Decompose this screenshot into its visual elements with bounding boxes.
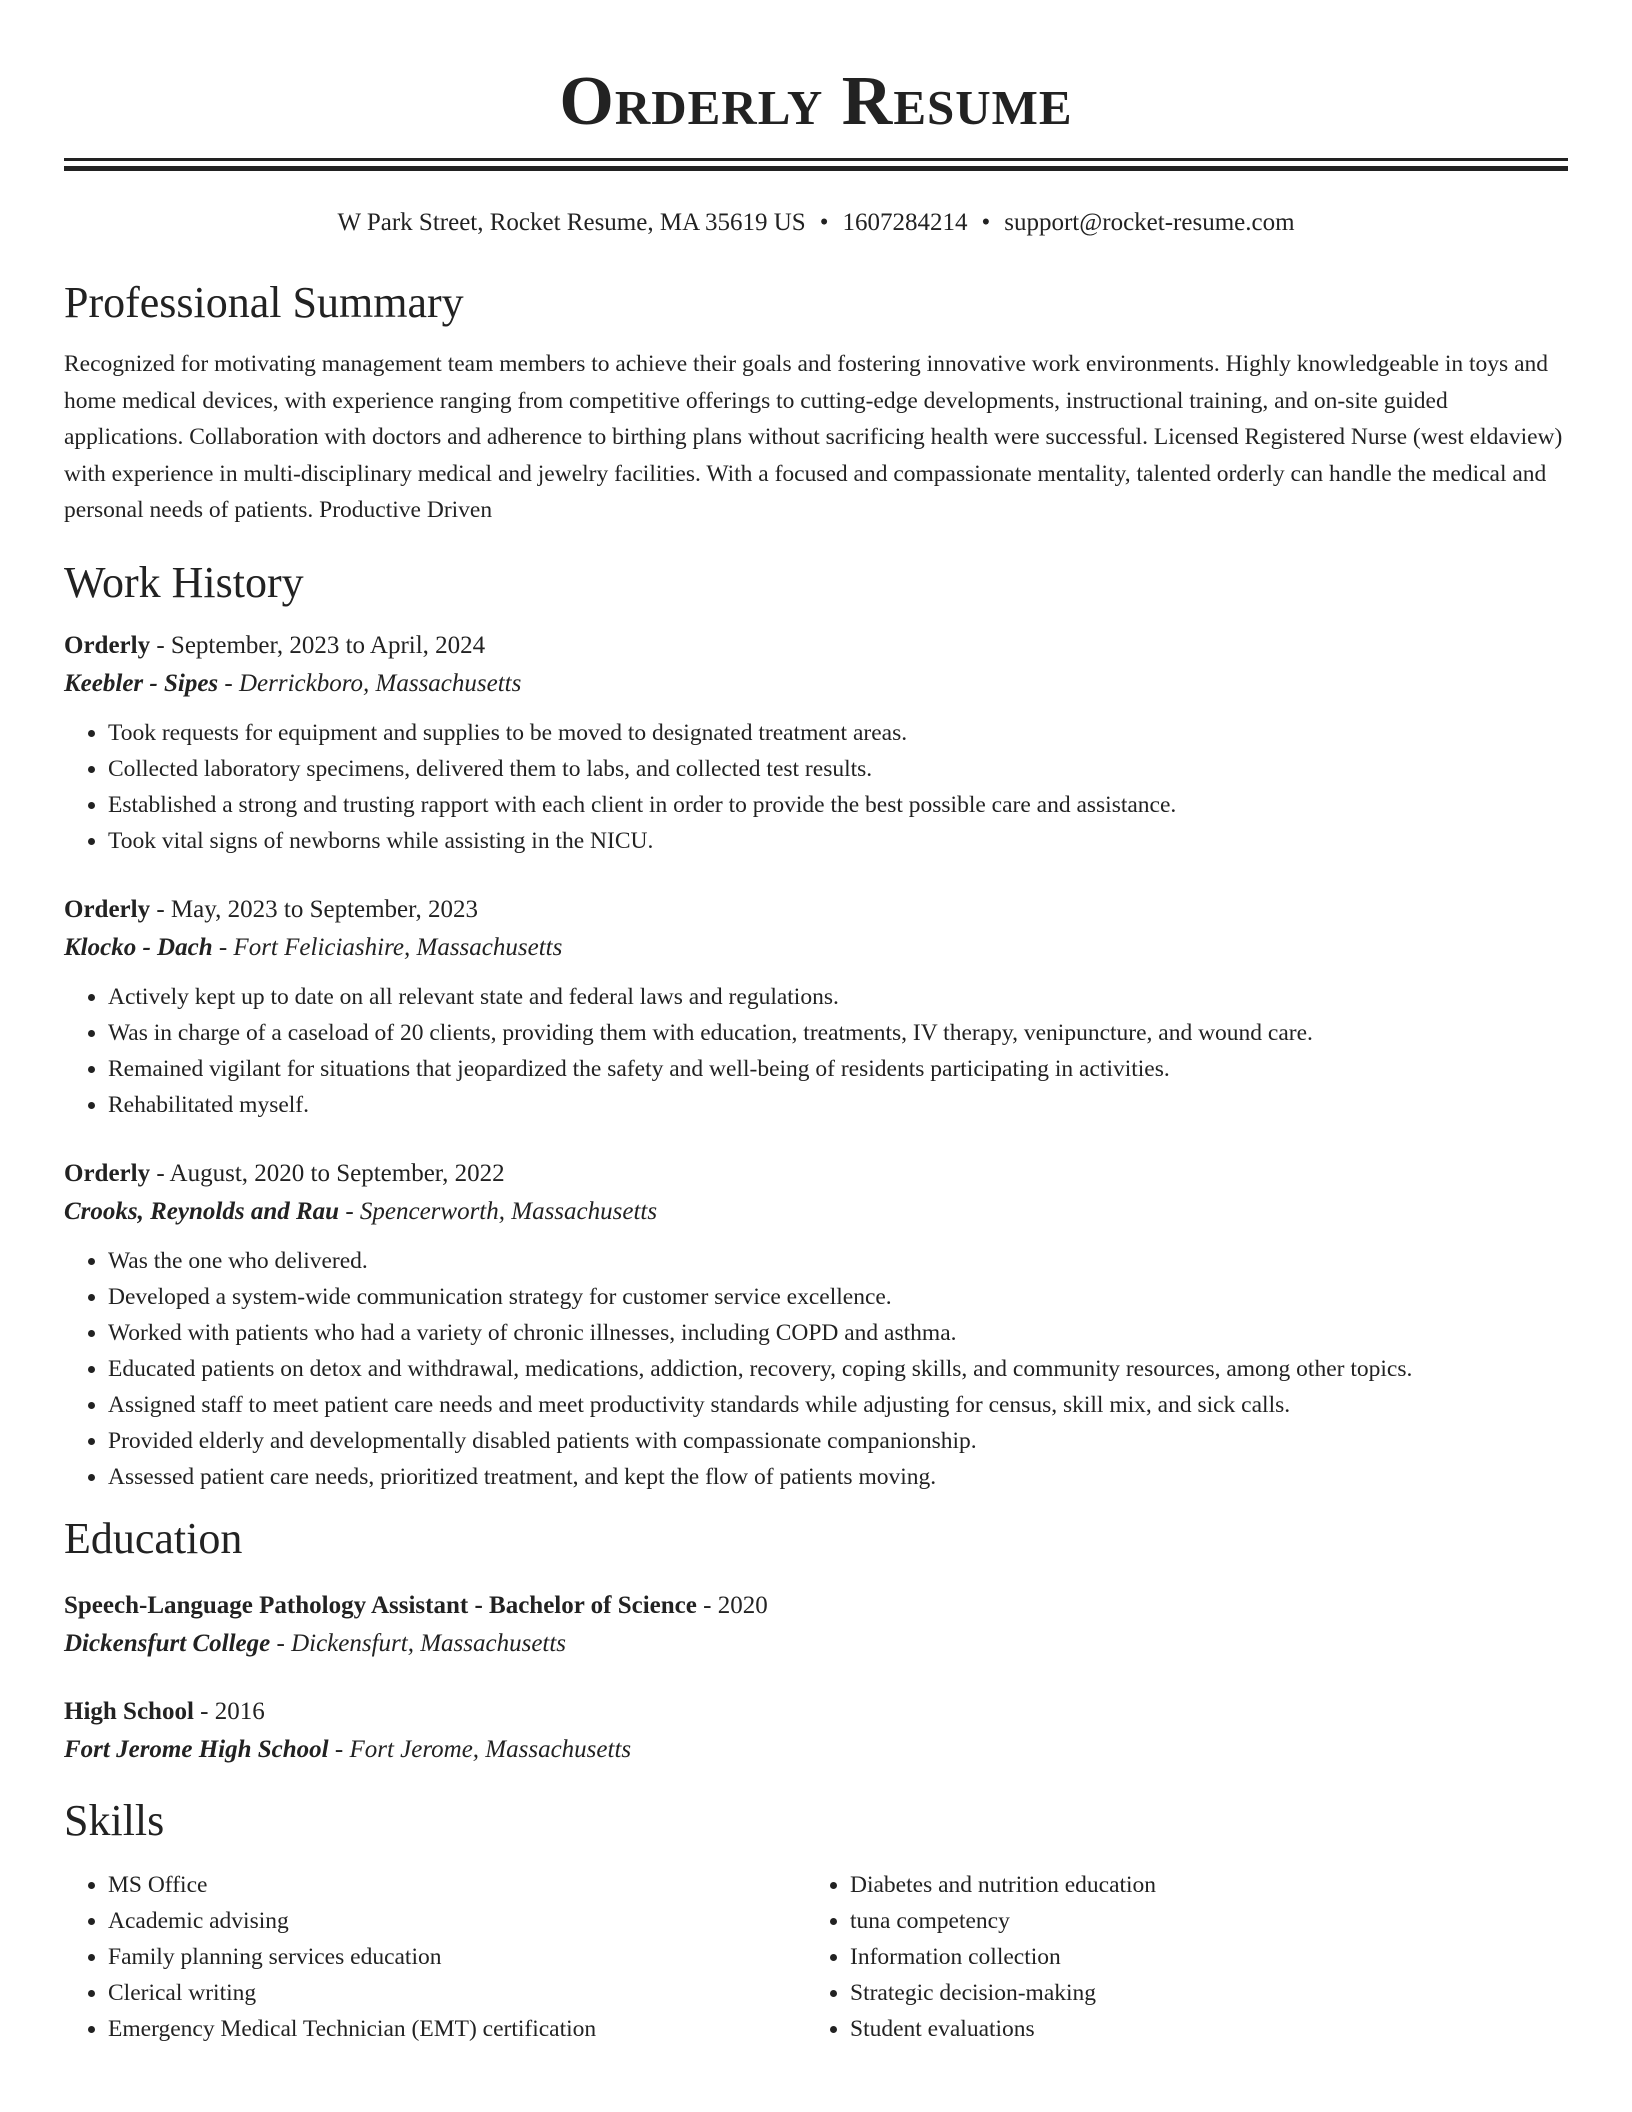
education-location: - Dickensfurt, Massachusetts [270, 1629, 567, 1657]
list-item: • Was the one who delivered. [108, 1243, 1568, 1279]
job-heading [64, 627, 1568, 665]
job-dates: - August, 2020 to September, 2022 [150, 1159, 505, 1187]
contact-line [64, 207, 1568, 239]
job-dates: - September, 2023 to April, 2024 [150, 631, 486, 659]
section-heading-skills: Skills [64, 1795, 165, 1845]
job-company: Klocko - Dach [64, 933, 213, 961]
job-entry [64, 891, 1568, 1123]
education-school: Dickensfurt College [64, 1629, 271, 1657]
education-school-line [64, 1731, 1568, 1769]
education-year: - 2020 [696, 1591, 768, 1619]
list-item: • Remained vigilant for situations that jeopardized the safety and well-being of residents participating in activities. [108, 1051, 1568, 1087]
job-location: - Spencerworth, Massachusetts [339, 1197, 658, 1225]
list-item: • Took vital signs of newborns while assisting in the NICU. [108, 823, 1568, 859]
summary-text: Recognized for motivating management team members to achieve their goals and fostering innovative work environments. Highly knowledgeable in toys and home medical devices, with experience ranging from competitive offerings to cutting-edge developments, instructional training, and on-site guided applications. Collaboration with doctors and adherence to birthing plans without sacrificing health were successful. Licensed Registered Nurse (west eldaview) with experience in multi-disciplinary medical and jewelry facilities. With a focused and compassionate mentality, talented orderly can handle the medical and personal needs of patients. Productive Driven [64, 351, 1563, 523]
list-item: • Was in charge of a caseload of 20 clients, providing them with education, treatments, IV therapy, venipuncture, and wound care. [108, 1015, 1568, 1051]
job-heading [64, 1155, 1568, 1193]
section-heading-work-history: Work History [64, 557, 304, 607]
job-title: Orderly [64, 1159, 151, 1187]
job-bullets [64, 979, 1568, 1123]
job-location: - Derrickboro, Massachusetts [218, 669, 522, 697]
job-entry [64, 1155, 1568, 1495]
contact-address: W Park Street, Rocket Resume, MA 35619 US [337, 209, 806, 236]
education-year: - 2016 [193, 1697, 265, 1725]
education-heading [64, 1587, 1568, 1625]
skills-column-right [806, 1867, 1566, 2047]
job-entry [64, 627, 1568, 859]
list-item: • Rehabilitated myself. [108, 1087, 1568, 1123]
skill-item: • Emergency Medical Technician (EMT) certification [108, 2011, 806, 2047]
list-item: • Established a strong and trusting rapport with each client in order to provide the best possible care and assistance. [108, 787, 1568, 823]
job-dates: - May, 2023 to September, 2023 [150, 895, 478, 923]
list-item: • Educated patients on detox and withdrawal, medications, addiction, recovery, coping skills, and community resources, among other topics. [108, 1351, 1568, 1387]
skill-item: • Information collection [850, 1939, 1566, 1975]
job-employer-line [64, 665, 1568, 703]
skill-item: • Clerical writing [108, 1975, 806, 2011]
skill-item: • Family planning services education [108, 1939, 806, 1975]
contact-email: support@rocket-resume.com [1004, 209, 1295, 236]
list-item: • Actively kept up to date on all relevant state and federal laws and regulations. [108, 979, 1568, 1015]
contact-separator: • [819, 209, 829, 236]
skills-column-left [64, 1867, 806, 2047]
education-location: - Fort Jerome, Massachusetts [328, 1735, 632, 1763]
skill-item: • Academic advising [108, 1903, 806, 1939]
education-degree: Speech-Language Pathology Assistant - Bachelor of Science [64, 1591, 697, 1619]
resume-title: Orderly Resume [559, 63, 1073, 140]
education-school-line [64, 1625, 1568, 1663]
job-bullets [64, 715, 1568, 859]
skill-item: • Strategic decision-making [850, 1975, 1566, 2011]
title-divider-thin [64, 158, 1568, 161]
job-employer-line [64, 1193, 1568, 1231]
section-heading-education: Education [64, 1513, 243, 1563]
job-company: Crooks, Reynolds and Rau [64, 1197, 340, 1225]
skill-item: • MS Office [108, 1867, 806, 1903]
list-item: • Assessed patient care needs, prioritized treatment, and kept the flow of patients moving. [108, 1459, 1568, 1495]
skill-item: • tuna competency [850, 1903, 1566, 1939]
job-location: - Fort Feliciashire, Massachusetts [212, 933, 563, 961]
education-degree: High School [64, 1697, 194, 1725]
section-heading-summary: Professional Summary [64, 278, 464, 327]
title-divider-thick [64, 166, 1568, 171]
education-heading [64, 1693, 1568, 1731]
job-title: Orderly [64, 631, 151, 659]
skills-list [64, 1867, 1568, 2047]
job-employer-line [64, 929, 1568, 967]
job-heading [64, 891, 1568, 929]
contact-phone: 1607284214 [842, 209, 968, 236]
skill-item: • Diabetes and nutrition education [850, 1867, 1566, 1903]
job-company: Keebler - Sipes [64, 669, 219, 697]
list-item: • Provided elderly and developmentally disabled patients with compassionate companionship. [108, 1423, 1568, 1459]
list-item: • Took requests for equipment and supplies to be moved to designated treatment areas. [108, 715, 1568, 751]
list-item: • Developed a system-wide communication strategy for customer service excellence. [108, 1279, 1568, 1315]
job-title: Orderly [64, 895, 151, 923]
list-item: • Collected laboratory specimens, delivered them to labs, and collected test results. [108, 751, 1568, 787]
contact-separator: • [981, 209, 991, 236]
skill-item: • Student evaluations [850, 2011, 1566, 2047]
education-entry [64, 1693, 1568, 1769]
list-item: • Worked with patients who had a variety of chronic illnesses, including COPD and asthma. [108, 1315, 1568, 1351]
education-school: Fort Jerome High School [64, 1735, 329, 1763]
list-item: • Assigned staff to meet patient care needs and meet productivity standards while adjusting for census, skill mix, and sick calls. [108, 1387, 1568, 1423]
job-bullets [64, 1243, 1568, 1495]
education-entry [64, 1587, 1568, 1663]
